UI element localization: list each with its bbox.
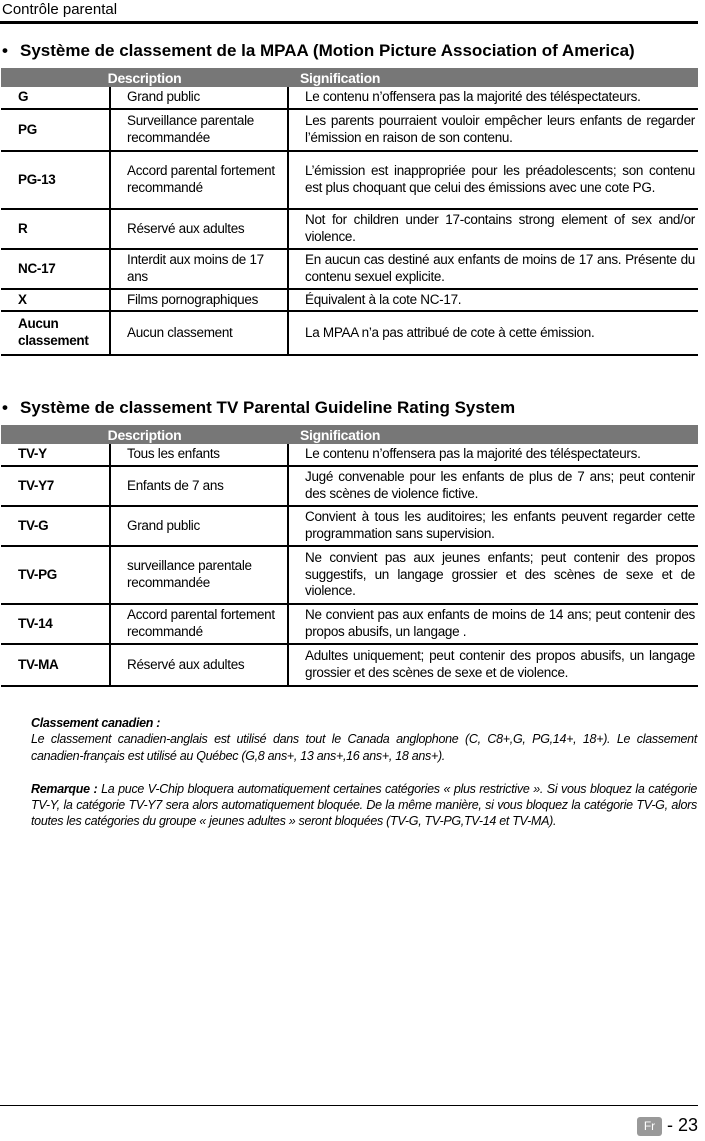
rating-code: TV-14 bbox=[1, 604, 110, 644]
mpaa-section-title-text: Système de classement de la MPAA (Motion Picture Association of America) bbox=[20, 41, 635, 60]
rating-signification: Le contenu n’offensera pas la majorité des téléspectateurs. bbox=[288, 87, 698, 109]
rating-description: Surveillance parentale recommandée bbox=[110, 109, 288, 151]
table-row bbox=[1, 109, 698, 151]
canadian-text: Le classement canadien-anglais est utilisé dans tout le Canada anglophone (C, C8+,G, PG,14+, 18+). Le classement canadien-français est utilisé au Québec (G,8 ans+, 13 ans+,16 ans+, 18 ans+). bbox=[31, 732, 697, 763]
rating-signification: En aucun cas destiné aux enfants de moins de 17 ans. Présente du contenu sexuel explicite. bbox=[288, 249, 698, 289]
tv-table bbox=[1, 425, 698, 687]
canadian-heading: Classement canadien : bbox=[31, 716, 161, 730]
col-signification: Signification bbox=[288, 68, 698, 87]
rating-signification: Convient à tous les auditoires; les enfants peuvent regarder cette programmation sans supervision. bbox=[288, 506, 698, 546]
rating-description: Aucun classement bbox=[110, 311, 288, 355]
page-header bbox=[0, 0, 698, 24]
table-row bbox=[1, 466, 698, 506]
rating-signification: La MPAA n’a pas attribué de cote à cette émission. bbox=[288, 311, 698, 355]
rating-code: NC-17 bbox=[1, 249, 110, 289]
rating-signification: Le contenu n’offensera pas la majorité des téléspectateurs. bbox=[288, 444, 698, 466]
table-row bbox=[1, 249, 698, 289]
rating-signification: L’émission est inappropriée pour les préadolescents; son contenu est plus choquant que celui des émissions avec une cote PG. bbox=[288, 151, 698, 209]
rating-code: PG-13 bbox=[1, 151, 110, 209]
rating-code: Aucun classement bbox=[1, 311, 110, 355]
rating-code: X bbox=[1, 289, 110, 311]
rating-code: R bbox=[1, 209, 110, 249]
bullet-icon: • bbox=[2, 398, 8, 417]
col-description: Description bbox=[1, 425, 288, 444]
table-row bbox=[1, 506, 698, 546]
table-row bbox=[1, 209, 698, 249]
rating-code: TV-G bbox=[1, 506, 110, 546]
table-row bbox=[1, 289, 698, 311]
language-badge: Fr bbox=[637, 1117, 662, 1136]
table-row bbox=[1, 644, 698, 686]
bullet-icon: • bbox=[2, 41, 8, 60]
table-row bbox=[1, 311, 698, 355]
table-row bbox=[1, 604, 698, 644]
rating-code: TV-Y7 bbox=[1, 466, 110, 506]
rating-description: Accord parental fortement recommandé bbox=[110, 151, 288, 209]
mpaa-section-title bbox=[0, 41, 635, 61]
rating-code: TV-MA bbox=[1, 644, 110, 686]
remark-text: La puce V-Chip bloquera automatiquement certaines catégories « plus restrictive ». Si vous bloquez la catégorie TV-Y, la catégorie TV-Y7 sera alors automatiquement bloquée. De la même manière, si vous bloquez la catégorie TV-G, alors toutes les catégories du groupe « jeunes adultes » seront bloquées (TV-G, TV-PG,TV-14 et TV-MA). bbox=[31, 781, 697, 829]
tv-section-title-text: Système de classement TV Parental Guideline Rating System bbox=[20, 398, 516, 417]
rating-code: TV-Y bbox=[1, 444, 110, 466]
rating-signification: Équivalent à la cote NC-17. bbox=[288, 289, 698, 311]
rating-description: Interdit aux moins de 17 ans bbox=[110, 249, 288, 289]
rating-code: G bbox=[1, 87, 110, 109]
rating-description: Tous les enfants bbox=[110, 444, 288, 466]
page-header-title: Contrôle parental bbox=[2, 1, 118, 18]
rating-signification: Jugé convenable pour les enfants de plus de 7 ans; peut contenir des scènes de violence fictive. bbox=[288, 466, 698, 506]
rating-description: Réservé aux adultes bbox=[110, 644, 288, 686]
rating-signification: Adultes uniquement; peut contenir des propos abusifs, un langage grossier et des scènes de sexe et de violence. bbox=[288, 644, 698, 686]
table-row bbox=[1, 444, 698, 466]
table-row bbox=[1, 87, 698, 109]
table-row bbox=[1, 151, 698, 209]
table-header-row bbox=[1, 425, 698, 444]
footer-divider bbox=[0, 1105, 698, 1106]
rating-description: surveillance parentale recommandée bbox=[110, 546, 288, 604]
rating-signification: Les parents pourraient vouloir empêcher leurs enfants de regarder l’émission en raison de son contenu. bbox=[288, 109, 698, 151]
col-signification: Signification bbox=[288, 425, 698, 444]
rating-description: Films pornographiques bbox=[110, 289, 288, 311]
rating-description: Enfants de 7 ans bbox=[110, 466, 288, 506]
table-header-row bbox=[1, 68, 698, 87]
col-description: Description bbox=[1, 68, 288, 87]
rating-signification: Not for children under 17-contains strong element of sex and/or violence. bbox=[288, 209, 698, 249]
page-number: - 23 bbox=[667, 1115, 699, 1135]
rating-description: Grand public bbox=[110, 506, 288, 546]
remark bbox=[31, 781, 697, 830]
rating-description: Réservé aux adultes bbox=[110, 209, 288, 249]
mpaa-table bbox=[1, 68, 698, 356]
rating-description: Grand public bbox=[110, 87, 288, 109]
table-row bbox=[1, 546, 698, 604]
remark-label: Remarque : bbox=[31, 781, 98, 796]
rating-code: TV-PG bbox=[1, 546, 110, 604]
tv-section-title bbox=[0, 398, 515, 418]
rating-signification: Ne convient pas aux enfants de moins de 14 ans; peut contenir des propos abusifs, un langage . bbox=[288, 604, 698, 644]
rating-description: Accord parental fortement recommandé bbox=[110, 604, 288, 644]
rating-signification: Ne convient pas aux jeunes enfants; peut contenir des propos suggestifs, un langage grossier et des scènes de sexe et de violence. bbox=[288, 546, 698, 604]
notes bbox=[31, 715, 697, 830]
rating-code: PG bbox=[1, 109, 110, 151]
